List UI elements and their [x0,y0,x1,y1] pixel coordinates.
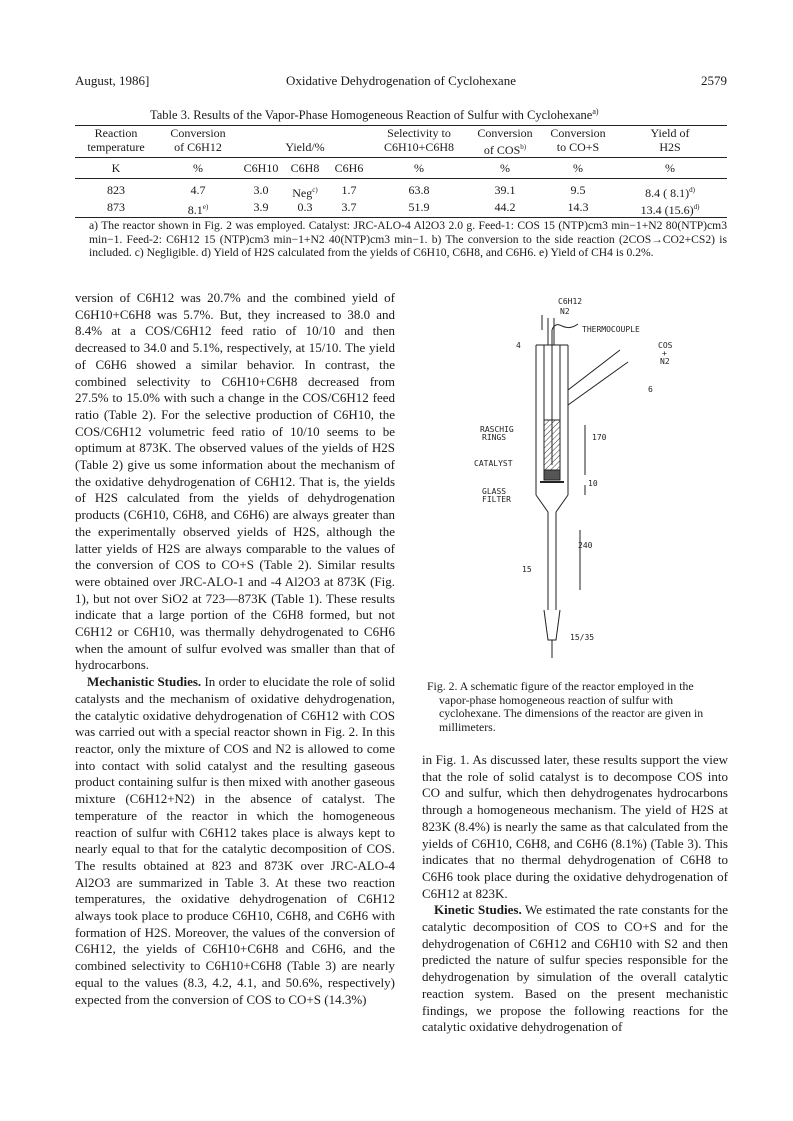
paragraph-text: We estimated the rate constants for the catalytic decomposition of COS to CO+S and for the dehydrogenation of C6H12 and C6H10 with S2 and then predicted the nature of sulfur species responsible for the dehydrogenation by simulation of the overall catalytic reaction system. Based on the present mechanistic findings, we propose the following reactions for the catalytic oxidative dehydrogenation of [422,902,728,1035]
cell-note: c) [312,186,318,194]
label-glass: GLASS [482,487,507,496]
label-filter: FILTER [482,495,511,504]
label-raschig: RASCHIG [480,425,514,434]
th-of-c6h12: of C6H12 [174,140,222,154]
cell: 1.7 [327,179,371,201]
th-selectivity: Selectivity to [371,126,467,141]
cell: 3.9 [239,200,283,218]
unit-k: K [75,158,157,179]
label-dim-10: 10 [588,479,598,488]
cell: 44.2 [467,200,543,218]
unit-c6h6: C6H6 [327,158,371,179]
page-number: 2579 [701,73,727,88]
label-catalyst: CATALYST [474,459,513,468]
figure-caption [427,680,717,735]
cell-neg: Neg [292,186,313,200]
paragraph-text: In order to elucidate the role of solid catalysts and the mechanism of oxidative dehydrogenation, the catalytic oxidative dehydrogenation of C6H12 with COS was carried out with a special reactor shown in Fig. 2. In this reactor, only the mixture of COS and N2 is allowed to come into contact with solid catalyst and the resulting gaseous product containing sulfur is then mixed with another gaseous mixture (C6H12+N2) in the absence of catalyst. The temperature of the reactor in which the homogeneous reaction of sulfur with C6H12 takes place is always kept to nearly equal to that for the catalytic decomposition of COS. The results obtained at 823 and 873K over JRC-ALO-4 Al2O3 are summarized in Table 3. At these two reaction temperatures, the oxidative dehydrogenation of C6H12 always took place to produce C6H10, C6H8, and C6H6 with formation of H2S. Moreover, the values of the conversion of C6H12, the yields of C6H10+C6H8 and C6H6, and the combined selectivity to C6H10+C6H8 (Table 3) are nearly equal to the values (8.3, 4.2, 4.1, and 50.6%, respectively) expected from the conversion of COS to CO+S (14.3%) [75,674,395,1007]
cell-yield: 8.4 ( 8.1) [645,186,690,200]
unit-c6h8: C6H8 [283,158,327,179]
cell [613,200,727,218]
th-to-co-s: to CO+S [556,140,600,154]
th-yield: Yield/% [285,140,325,154]
label-dim-240: 240 [578,541,593,550]
cell-note: d) [689,186,695,194]
cell: 4.7 [157,179,239,201]
th-of-cos-text: of COS [483,143,521,157]
th-reaction: Reaction [75,126,157,141]
paragraph: in Fig. 1. As discussed later, these results support the view that the role of solid catalyst is to decompose COS into CO and sulfur, which then dehydrogenates hydrocarbons through a homogeneous mechanism. The yield of H2S at 823K (8.4%) is nearly the same as that calculated from the yields of C6H10, C6H8, and C6H6 (8.1%) (Table 3). This indicates that no thermal dehydrogenation of C6H8 to C6H6 took place during the oxidative dehydrogenation of C6H12 at 823K. [422,752,728,901]
paragraph: version of C6H12 was 20.7% and the combined yield of C6H10+C6H8 was 5.7%. But, they increased to 38.0 and 8.4% at a COS/C6H12 feed ratio of 10/10 and then decreased to 34.0 and 5.1%, respectively, at 15/10. The yield of C6H6 showed a similar behavior. In contrast, the combined selectivity to C6H10+C6H8 decreased from 27.5% to 15.0% with such a change in the COS/C6H12 feed ratio (Table 2). For the selective production of C6H10, the COS/C6H12 volumetric feed ratio of 10/10 seems to be optimum at 873K. The observed values of the yields of H2S (Table 2) give us some information about the mechanism of the oxidative dehydrogenation of C6H12. That is, the yields of H2S calculated from the yields of dehydrogenation products (C6H10, C6H8, and C6H6) are always greater than the experimentally observed yields of H2S, although the latter yields of H2S are always comparable to the values of the conversion of COS to CO+S (Table 2). Similar results were obtained over JRC-ALO-1 and -4 Al2O3 at 873K (Fig. 1), but not over SiO2 at 723—873K (Table 1). These results indicate that a large portion of the C6H8 formed, but not C6H12 or C6H10, was thermally dehydrogenated to C6H6 when the amount of sulfur evolved was smaller than that of hydrocarbons. [75,290,395,673]
unit-pct-3: % [467,158,543,179]
header-title: Oxidative Dehydrogenation of Cyclohexane [286,73,516,88]
table-caption-text: Table 3. Results of the Vapor-Phase Homogeneous Reaction of Sulfur with Cyclohexane [150,108,593,123]
paragraph-kinetic [422,902,728,1036]
cell-note: e) [202,203,209,211]
label-plus: + [662,349,667,358]
label-thermocouple: THERMOCOUPLE [582,325,640,334]
cell: 51.9 [371,200,467,218]
unit-pct-1: % [157,158,239,179]
table-caption [150,107,599,123]
figure-caption-text: Fig. 2. A schematic figure of the reactor employed in the vapor-phase homogeneous reaction of sulfur with cyclohexane. The dimensions of the reactor are given in millimeters. [427,679,704,735]
label-dim-4: 4 [516,341,521,350]
cell: 9.5 [543,179,613,201]
reactor-figure [470,290,700,660]
table-header-row-2 [75,140,727,158]
paragraph-mechanistic [75,674,395,1008]
label-cos: COS [658,341,673,350]
header-date: August, 1986] [75,73,150,88]
cell: 14.3 [543,200,613,218]
unit-pct-5: % [613,158,727,179]
cell: 3.0 [239,179,283,201]
section-heading: Kinetic Studies. [434,902,522,918]
cell [283,179,327,201]
cell [157,200,239,218]
label-rings: RINGS [482,433,507,442]
label-dim-170: 170 [592,433,607,442]
th-conv-cos-s: Conversion [543,126,613,141]
label-c6h12: C6H12 [558,297,583,306]
label-n2-top: N2 [560,307,570,316]
th-c6h10-c6h8: C6H10+C6H8 [383,140,455,154]
table-units-row [75,158,727,179]
cell: 0.3 [283,200,327,218]
left-column [75,290,395,1008]
label-joint: 15/35 [570,633,595,642]
cell [613,179,727,201]
table-row [75,179,727,201]
th-conv-cos: Conversion [467,126,543,141]
table-footnotes: a) The reactor shown in Fig. 2 was employed. Catalyst: JRC-ALO-4 Al2O3 2.0 g. Feed-1: COS 15 (NTP)cm3 min−1+N2 80(NTP)cm3 min−1. Feed-2: C6H12 15 (NTP)cm3 min−1+N2 40(NTP)cm3 min−1. b) The conversion to the side reaction (2COS→CO2+CS2) is included. c) Negligible. d) Yield of H2S calculated from the yields of C6H10, C6H8, and C6H6. e) Yield of CH4 is 0.2%. [89,219,727,260]
cell: 873 [75,200,157,218]
cell: 823 [75,179,157,201]
results-table [75,125,727,218]
right-column [422,752,728,1036]
cell: 3.7 [327,200,371,218]
unit-c6h10: C6H10 [239,158,283,179]
th-of-cos [467,140,543,158]
label-n2-side: N2 [660,357,670,366]
table-caption-note: a) [592,107,599,116]
th-blank [239,126,371,141]
unit-pct-2: % [371,158,467,179]
cell: 39.1 [467,179,543,201]
cell: 63.8 [371,179,467,201]
section-heading: Mechanistic Studies. [87,674,202,690]
table-row [75,200,727,218]
label-dim-6: 6 [648,385,653,394]
cell-note: d) [693,203,700,211]
th-of-cos-note: b) [520,143,527,151]
th-h2s: H2S [659,140,681,154]
unit-pct-4: % [543,158,613,179]
cell-conv: 8.1 [187,203,203,217]
th-conversion: Conversion [157,126,239,141]
table-header-row-1 [75,126,727,141]
th-yield-of: Yield of [613,126,727,141]
cell-yield: 13.4 (15.6) [640,203,694,217]
label-dim-15: 15 [522,565,532,574]
th-temperature: temperature [87,140,145,154]
